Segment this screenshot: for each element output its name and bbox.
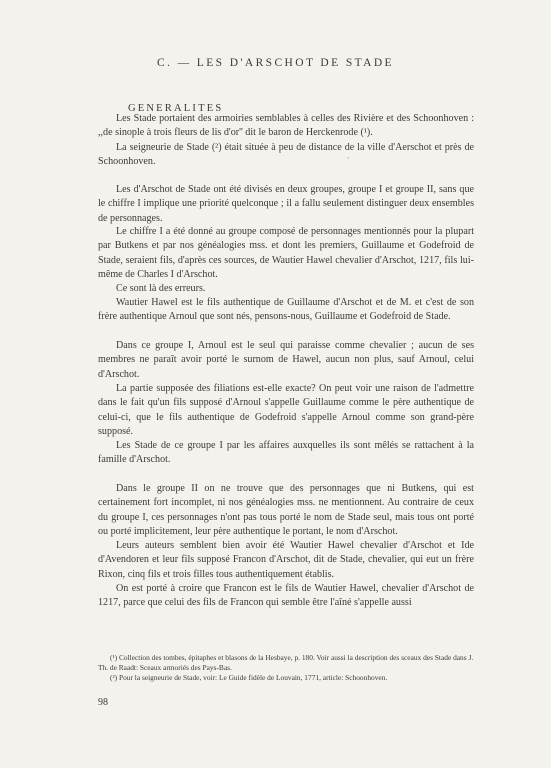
footnote-1: (¹) Collection des tombes, épitaphes et blasons de la Hesbaye, p. 180. Voir aussi la description des sceaux des Stade dans J. Th. de Raadt: Sceaux armoriés des Pays-Bas. xyxy=(98,653,474,673)
paragraph-francon: On est porté à croire que Francon est le fils de Wautier Hawel, chevalier d'Arschot de 1217, parce que celui des fils de Francon qui semble être l'aîné s'appelle aussi xyxy=(98,583,474,609)
footnote-2: (²) Pour la seigneurie de Stade, voir: Le Guide fidèle de Louvain, 1771, article: Schoonhoven. xyxy=(110,673,388,683)
page-number: 98 xyxy=(98,697,108,708)
section-heading: GENERALITES xyxy=(128,103,224,114)
paragraph-groupe-ii: Dans le groupe II on ne trouve que des personnages que ni Butkens, qui est certainement fort incomplet, ni nos généalogies mss. ne mentionnent. Au contraire de ceux du groupe I, ces personnages n'ont pas tous porté le nom de Stade seul, mais tous ont porté ou porté implicitement, leur père authentique le portant, le nom d'Arschot. xyxy=(98,483,474,537)
paragraph-auteurs: Leurs auteurs semblent bien avoir été Wautier Hawel chevalier d'Arschot et Ide d'Avendoren et leur fils supposé Francon d'Arschot, dit de Stade, chevalier, qui eut un frère Rixon, cinq fils et trois filles tous authentiquement établis. xyxy=(98,540,474,580)
ink-speck: ˇ xyxy=(347,156,350,165)
paragraph-filiations: La partie supposée des filiations est-elle exacte? On peut voir une raison de l'admettre dans le fait qu'un fils supposé d'Arnoul s'appelle Guillaume comme le père authentique de celui-ci, que le fils authentique de Godefroid s'appelle Arnoul comme son grand-père supposé. xyxy=(98,383,474,437)
paragraph-seigneurie: La seigneurie de Stade (²) était située à peu de distance de la ville d'Aerschot et près de Schoonhoven. xyxy=(98,142,474,168)
paragraph-groupes: Les d'Arschot de Stade ont été divisés en deux groupes, groupe I et groupe II, sans que le chiffre I implique une priorité quelconque ; il a fallu seulement distinguer deux ensembles de personnages. xyxy=(98,184,474,224)
paragraph-chiffre-i: Le chiffre I a été donné au groupe composé de personnages mentionnés pour la plupart par Butkens et par nos généalogies mss. et dont les premiers, Guillaume et Godefroid de Stade, seraient fils, d'après ces sources, de Wautier Hawel chevalier d'Arschot, 1217, fils lui-même de Charles I d'Arschot. xyxy=(98,226,474,280)
paragraph-affaires: Les Stade de ce groupe I par les affaires auxquelles ils sont mêlés se rattachent à la famille d'Arschot. xyxy=(98,440,474,466)
paragraph-wautier-hawel: Wautier Hawel est le fils authentique de Guillaume d'Arschot et de M. et c'est de son frère authentique Arnoul que sont nés, pensons-nous, Guillaume et Godefroid de Stade. xyxy=(98,297,474,323)
paragraph-groupe-i: Dans ce groupe I, Arnoul est le seul qui paraisse comme chevalier ; aucun de ses membres ne paraît avoir porté le surnom de Hawel, aucun non plus, sauf Arnoul, celui d'Arschot. xyxy=(98,340,474,380)
footnotes xyxy=(98,653,474,684)
paragraph-armoiries: Les Stade portaient des armoiries semblables à celles des Rivière et des Schoonhoven : ,,de sinople à trois fleurs de lis d'or'' dit le baron de Herckenrode (¹). xyxy=(98,113,474,139)
paragraph-erreurs: Ce sont là des erreurs. xyxy=(116,283,206,294)
chapter-title: C. — LES D'ARSCHOT DE STADE xyxy=(157,57,394,69)
